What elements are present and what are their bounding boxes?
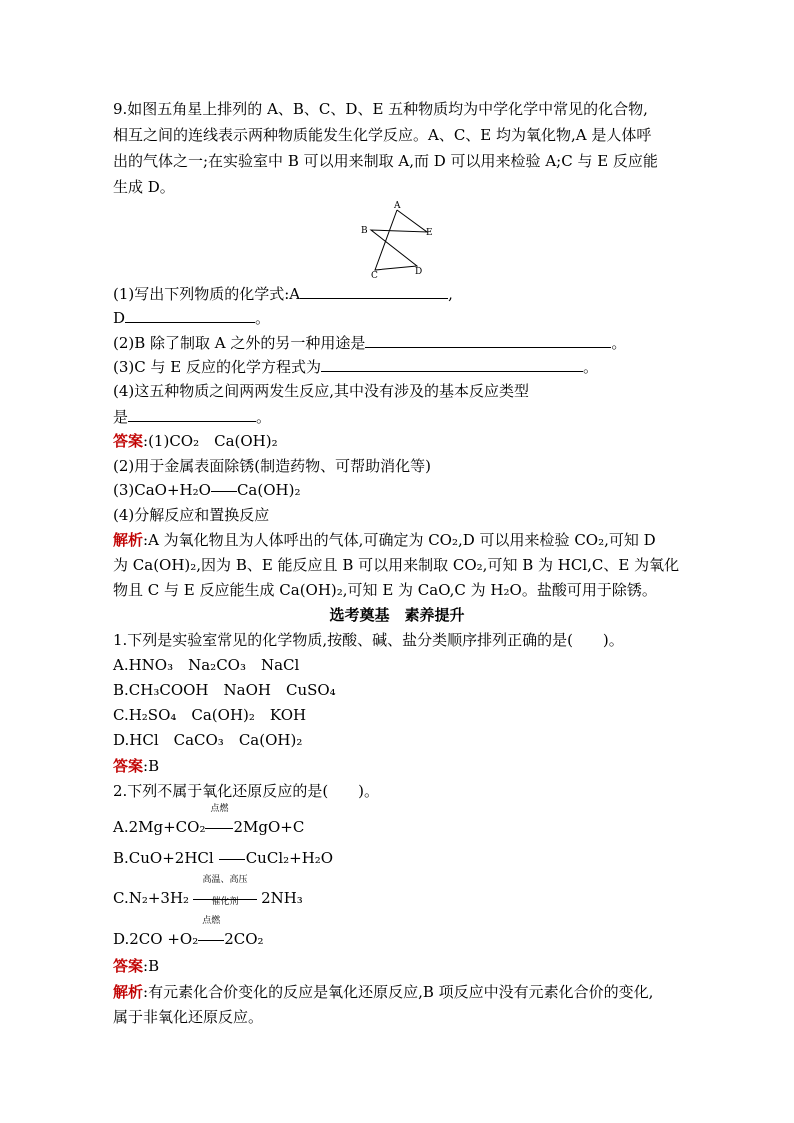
star-label-c: C [371, 271, 378, 280]
q2-answer-value: :B [143, 957, 160, 975]
q2-stem: 2.下列不属于氧化还原反应的是( )。 [113, 782, 380, 800]
q1-stem: 1.下列是实验室常见的化学物质,按酸、碱、盐分类顺序排列正确的是( )。 [113, 631, 624, 649]
q2-a-left: A.2Mg+CO₂ [113, 818, 206, 836]
star-label-e: E [426, 228, 433, 238]
q9-sub2-line [113, 331, 626, 354]
q2-a-right: 2MgO+C [233, 818, 305, 836]
q9-sub1-line-a [113, 282, 453, 305]
q2-answer [113, 955, 159, 977]
punct: , [448, 285, 453, 303]
condition-text: 点燃 [210, 804, 229, 814]
punct: 。 [611, 334, 627, 352]
q9-sub3-line [113, 355, 598, 378]
equals-sign [211, 479, 237, 501]
reversible-reaction-arrow [193, 875, 257, 909]
punct: 。 [255, 309, 271, 327]
q9-sub3-blank[interactable] [321, 355, 583, 372]
q9-stem-line-4: 生成 D。 [113, 178, 175, 196]
answer-label: 答案 [113, 757, 144, 775]
q1-option-d: D.HCl CaCO₃ Ca(OH)₂ [113, 731, 303, 749]
q9-sub1-d-label: D [113, 309, 126, 327]
q9-sub4-prompt: 是 [113, 408, 129, 426]
analysis-label: 解析 [113, 531, 144, 549]
q9-stem-line-2: 相互之间的连线表示两种物质能发生化学反应。A、C、E 均为氧化物,A 是人体呼 [113, 126, 652, 144]
answer-label: 答案 [113, 432, 144, 450]
q9-sub4-line-b [113, 405, 271, 428]
star-label-d: D [415, 267, 423, 277]
q2-b-left: B.CuO+2HCl [113, 849, 214, 867]
q2-option-a [113, 804, 305, 838]
reaction-arrow-condition [205, 804, 233, 838]
q2-d-right: 2CO₂ [224, 930, 264, 948]
q2-c-right: 2NH₃ [261, 889, 303, 907]
q1-option-b: B.CH₃COOH NaOH CuSO₄ [113, 681, 336, 699]
q2-analysis-1: :有元素化合价变化的反应是氧化还原反应,B 项反应中没有元素化合价的变化, [143, 983, 654, 1001]
q9-analysis-line-2: 为 Ca(OH)₂,因为 B、E 能反应且 B 可以用来制取 CO₂,可知 B 为 HCl,C、E 为氧化 [113, 556, 680, 574]
q9-sub4-blank[interactable] [128, 405, 256, 422]
q9-answer-line-2: (2)用于金属表面除锈(制造药物、可帮助消化等) [113, 457, 431, 475]
q2-analysis-line-1 [113, 981, 653, 1003]
answer-label: 答案 [113, 957, 144, 975]
section-title: 选考奠基 素养提升 [329, 606, 465, 624]
punct: 。 [582, 358, 598, 376]
q2-option-b [113, 847, 333, 869]
q9-answer-1: :(1)CO₂ Ca(OH)₂ [143, 432, 278, 450]
q9-stem-line-3: 出的气体之一;在实验室中 B 可以用来制取 A,而 D 可以用来检验 A;C 与 E 反应能 [113, 152, 658, 170]
pentagram-lines [371, 210, 427, 270]
q9-analysis-line-1 [113, 529, 656, 551]
q9-analysis-line-3: 物且 C 与 E 反应能生成 Ca(OH)₂,可知 E 为 CaO,C 为 H₂O。盐酸可用于除锈。 [113, 581, 657, 599]
q9-sub1-a-blank[interactable] [300, 282, 448, 299]
q1-option-a: A.HNO₃ Na₂CO₃ NaCl [113, 656, 300, 674]
punct: 。 [256, 408, 272, 426]
q9-sub1-prompt: (1)写出下列物质的化学式:A [113, 285, 301, 303]
q2-option-d [113, 916, 264, 950]
q2-d-left: D.2CO +O₂ [113, 930, 199, 948]
q9-sub1-line-d [113, 306, 270, 329]
analysis-label: 解析 [113, 983, 144, 1001]
q2-c-left: C.N₂+3H₂ [113, 889, 190, 907]
q2-b-right: CuCl₂+H₂O [245, 849, 334, 867]
q9-analysis-1: :A 为氧化物且为人体呼出的气体,可确定为 CO₂,D 可以用来检验 CO₂,可知 D [143, 531, 656, 549]
q9-sub2-blank[interactable] [365, 331, 611, 348]
q2-analysis-line-2: 属于非氧化还原反应。 [113, 1008, 264, 1026]
star-label-a: A [394, 201, 401, 211]
q1-answer [113, 755, 159, 777]
q9-sub2-prompt: (2)B 除了制取 A 之外的另一种用途是 [113, 334, 366, 352]
pentagram-diagram [355, 198, 445, 280]
q1-option-c: C.H₂SO₄ Ca(OH)₂ KOH [113, 706, 307, 724]
q9-answer-3-left: (3)CaO+H₂O [113, 481, 211, 499]
condition-text: 点燃 [202, 916, 221, 926]
condition-top-text: 高温、高压 [202, 875, 248, 885]
q9-answer-3-right: Ca(OH)₂ [236, 481, 301, 499]
q9-answer-line-1 [113, 430, 278, 452]
q1-answer-value: :B [143, 757, 160, 775]
q2-option-c [113, 875, 303, 909]
condition-bottom-text: 催化剂 [211, 897, 239, 907]
equals-sign [218, 847, 246, 869]
star-label-b: B [361, 226, 368, 236]
q9-sub1-d-blank[interactable] [125, 306, 255, 323]
q9-sub3-prompt: (3)C 与 E 反应的化学方程式为 [113, 358, 321, 376]
q9-sub4-line-a: (4)这五种物质之间两两发生反应,其中没有涉及的基本反应类型 [113, 382, 530, 400]
q9-stem-line-1: 9.如图五角星上排列的 A、B、C、D、E 五种物质均为中学化学中常见的化合物, [113, 100, 648, 118]
q9-answer-line-4: (4)分解反应和置换反应 [113, 506, 270, 524]
q9-answer-line-3 [113, 479, 300, 501]
reaction-arrow-condition [198, 916, 224, 950]
